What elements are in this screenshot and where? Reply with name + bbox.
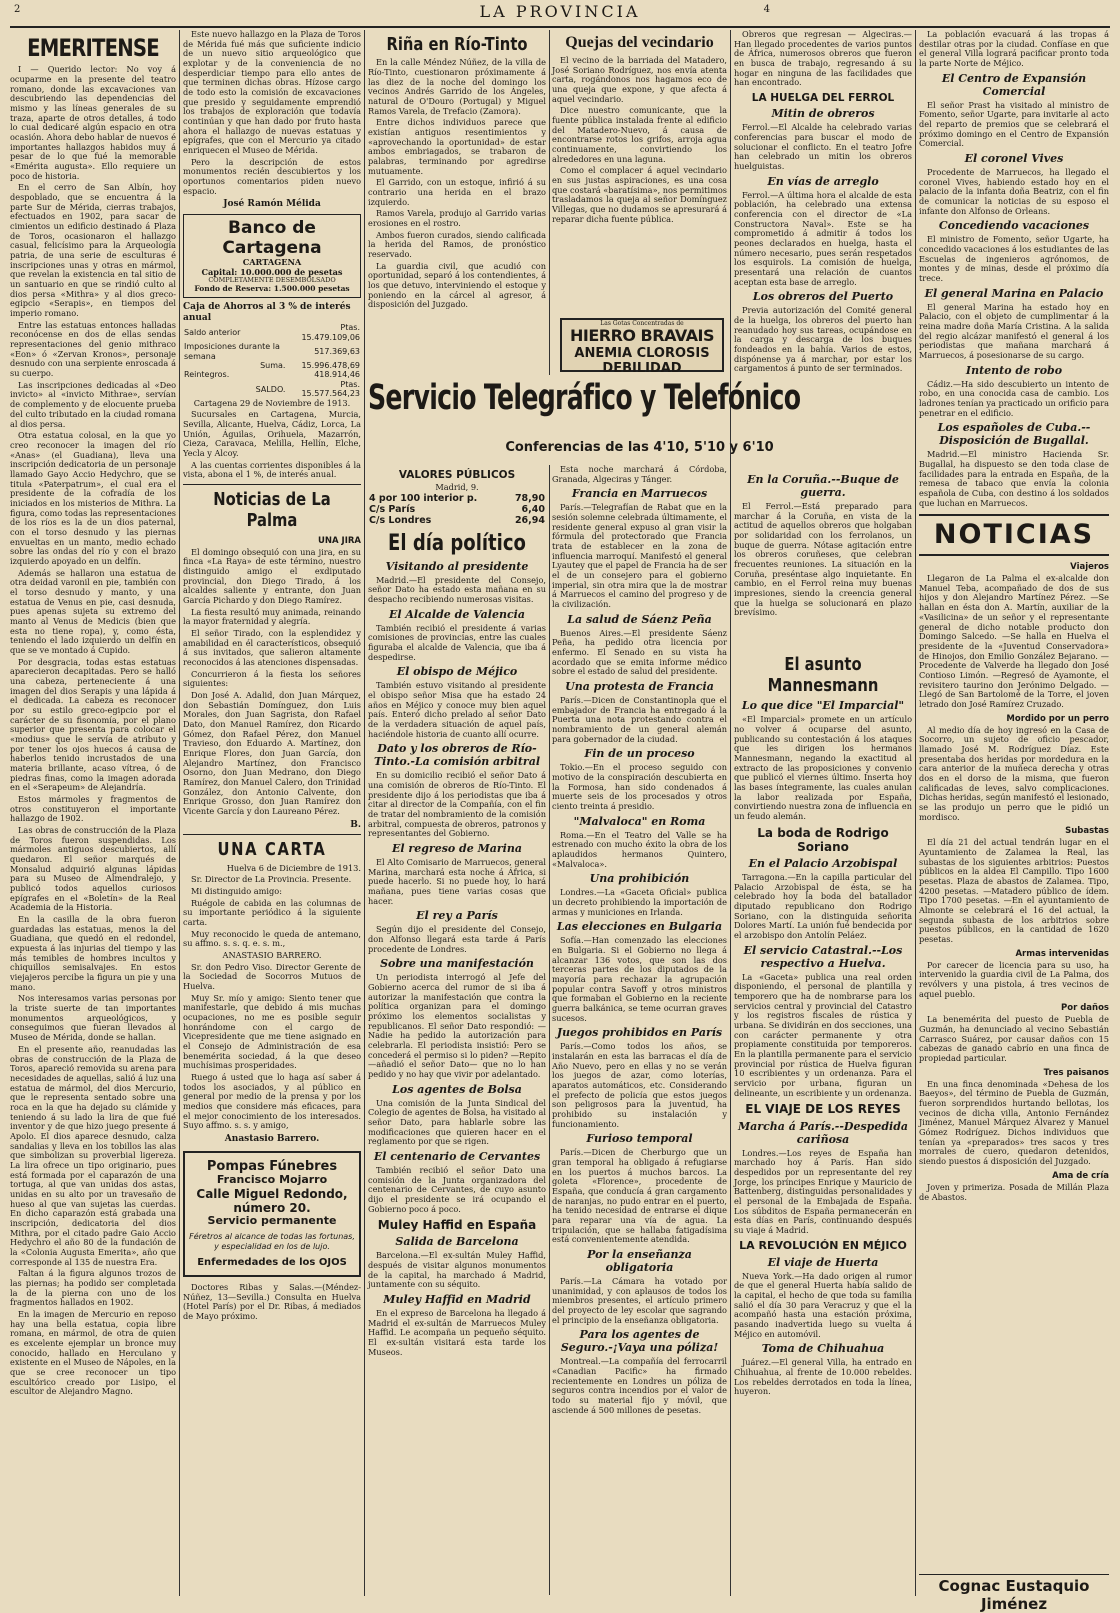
paragraph: El domingo obsequió con una jira, en su finca «La Raya» de este término, nuestro distinguido amigo el exdiputado provincial, don Diego Tirado, á los alcaldes saliente y entrante, don Juan García Pichardo y don Diego Ramírez. — [183, 546, 361, 605]
paragraph: Don José A. Adalid, don Juan Márquez, don Sebastián Domínguez, don Luis Morales, don Juan Sagrista, don Rafael Dato, don Manuel Ramírez, don Ricardo Gómez, don Rafael Pérez, don Manuel Travieso, don Eduardo A. Martínez, don Enrique Flores, don Juan García, don Alejandro Martínez, don Francisco Osorno, don Juan Medrano, don Diego Ramírez, don Manuel Calero, don Trinidad González, don Antonio Calvente, don Enrique Grosso, don Juan Ramírez don Vicente García y don Laureano Pérez. — [183, 689, 361, 817]
paragraph: En su domicilio recibió el señor Dato á una comisión de obreros de Río-Tinto. El presidente dijo á los periodistas que iba á citar al director de la Compañía, con el fin de tratar del nombramiento de la comisión arbitral, compuesta de obreros, patronos y representantes del Gobierno. — [368, 770, 546, 839]
paragraph: Al medio día de hoy ingresó en la Casa de Socorro, un sujeto de oficio pescador, llamado José M. Rodríguez Díaz. Este presentaba dos heridas por mordedura en la cara anterior de la muñeca derecha y otras dos en el dorso de la misma, que fueron calificadas de leves, salvo complicaciones. Dichas heridas, según manifestó el lesionado, se las produjo un perro que le pidió un mordisco. — [919, 724, 1109, 822]
column-six — [919, 30, 1109, 1596]
cell-value: 15.996.478,69 — [301, 360, 360, 370]
column-rule — [549, 465, 550, 1595]
subhead: "Malvaloca" en Roma — [573, 814, 706, 828]
paragraph: El Alto Comisario de Marruecos, general Marina, marchará esta noche á África, si puede hacerlo. Si no puede hoy, lo hará mañana, pues tiene varias cosas que hacer. — [368, 856, 546, 906]
paragraph: Nos interesamos varias personas por la triste suerte de tan importantes monumentos arqueológicos, y conseguimos que fueran llevados al Museo de Mérida, donde se hallan. — [10, 993, 176, 1043]
subhead: Por la enseñanza obligatoria — [587, 1248, 692, 1275]
paragraph: Obreros que regresan — Algeciras.—Han llegado procedentes de varios puntos de África, numerosos obreros que fueron en busca de trabajo, regresando á su hogar en ninguna de las facilidades que han encontrado. — [734, 29, 912, 88]
subhead: Fin de un proceso — [584, 747, 695, 761]
bank-accounts: A las cuentas corrientes disponibles á la vista, abona el 1 %, de interés anual. — [183, 459, 361, 480]
paragraph: Este nuevo hallazgo en la Plaza de Toros de Mérida fué más que suficiente indicio de un nuevo sitio arqueológico que explotar y de la conveniencia de no desperdiciar tiempo para ello antes de que terminen dichas obras. Hízose cargo de todo esto la comisión de excavaciones que presido y seguidamente emprendió los trabajos de exploración que todavía continúan y que han dado por fruto hasta ahora el hallazgo de nuevas estatuas y epígrafes, que con el Mercurio ya citado enriquecen el Museo de Mérida. — [183, 29, 361, 156]
article-title: Quejas del vecindario — [565, 34, 714, 51]
cell-value: 517.369,63 — [314, 346, 360, 356]
paragraph: Huelva 6 de Diciembre de 1913. — [226, 862, 361, 873]
paragraph: En la casilla de la obra fueron guardadas las estatuas, menos la del Guadiana, que quedó en el redondel, expuesta á las injurias del tiempo y las más temibles de hombres incultos y chiquillos semisalvajes. En estos viejajeros percibe la figura un pie y una mano. — [10, 914, 176, 992]
paragraph: También estuvo visitando al presidente el obispo señor Misa que ha estado 24 años en Méjico y conoce muy bien aquel país. Enteró dicho prelado al señor Dato de la verdadera situación de aquel país, haciéndole historia de cuanto allí ocurre. — [368, 680, 546, 739]
paragraph: I — Querido lector: No voy á ocuparme en la presente del teatro romano, donde las excavaciones van descubriendo las dependencias del mismo y las líneas generales de su traza, aparte de otros detalles, á todo lo cual dedicaré algún espacio en otra ocasión. Ahora debo hablar de nuevos é importantes hallazgos habidos muy á pesar de lo que fué la memorable «Emérita augusta». Ello requiere un poco de historia. — [10, 64, 176, 181]
paragraph: Montreal.—La compañía del ferrocarril «Canadian Pacific» ha firmado recientemente en Londres un póliza de seguros contra incendios por el valor de todo su material fijo y móvil, que asciende á 500 millones de pesetas. — [552, 1356, 727, 1415]
subhead: El Alcalde de Valencia — [389, 607, 525, 621]
subhead: Una prohibición — [589, 872, 690, 886]
column-two — [183, 30, 361, 1596]
paragraph: Ferrol.—A última hora el alcalde de esta población, ha celebrado una extensa conferencia con el director de «La Constructora Naval». Este se ha comprometido á admitir á todos los peones declarados en huelga, hasta el número necesario, pues serán respetados los esquirols. La comisión de huelga, presentará una relación de cuantos aceptan esta base de arreglo. — [734, 189, 912, 287]
paragraph: El ministro de Fomento, señor Ugarte, ha concedido vacaciones á los estudiantes de las Escuelas de ingenieros agrónomos, de montes y de minas, desde el próximo día trece. — [919, 234, 1109, 283]
paragraph: Faltan á la figura algunos trozos de las piernas; ha podido ser completada la de la pierna con uno de los fragmentos hallados en 1902. — [10, 1268, 176, 1308]
paragraph: Ferrol.—El Alcalde ha celebrado varias conferencias para buscar el modo de solucionar el conflicto. En el teatro Jofre han celebrado un mitin los obreros huelguistas. — [734, 122, 912, 172]
hierro-bravais-ad — [560, 318, 724, 377]
valores-place: Madrid, 9. — [435, 482, 479, 493]
caja-table — [183, 323, 361, 399]
paragraph: Un periodista interrogó al Jefe del Gobierno acerca del rumor de si iba á autorizar la manifestación que contra la política organizan para el domingo próximo los elementos socialistas y republicanos. El señor Dato respondió: —Nadie ha pedido la autorización para celebrarla. El periodista insistió: Pero se concederá el permiso si lo piden? —Repito —añadió el señor Dato— que no lo han pedido y no hay que vivir por adelantado. — [368, 972, 546, 1079]
cell-value: 26,94 — [514, 515, 545, 527]
paragraph: París.—La Cámara ha votado por unanimidad, y con aplausos de todos los miembros presentes, el artículo primero del proyecto de ley escolar que sagrando el principio de la enseñanza obligatoria. — [552, 1275, 727, 1325]
ad-line: Pompas Fúnebres — [206, 1158, 338, 1174]
paragraph: Por desgracia, todas estas estatuas aparecieron decapitadas. Pero se halló una cabeza, perteneciente á una imagen del dios Serapis y una lápida á el dedicada. La cabeza es reconocer por su estilo greco-egipcio por el carácter de su fisonomía, por el plano superior que presenta para colocar el «modius» que le servía de atributo y por tener los ojos huecos á causa de haberlos tenido incrustados de una materia brillante, acaso vítrea, ó de piedras finas, como la imagen adorada en el «Serapeum» de Alejandría. — [10, 656, 176, 793]
paragraph: El Garrido, con un estoque, infirió á su contrario una herida en el brazo izquierdo. — [368, 177, 546, 207]
subhead: Lo que dice "El Imparcial" — [741, 699, 905, 713]
paragraph: También recibió el presidente á varias comisiones de provincias, entre las cuales figuraba el alcalde de Valencia, que iba á despedirse. — [368, 622, 546, 662]
table-row — [183, 342, 361, 361]
paragraph: Esta noche marchará á Córdoba, Granada, Algeciras y Tánger. — [552, 464, 727, 484]
paragraph: Muy Sr. mío y amigo: Siento tener que manifestarle, que debido á mis muchas ocupaciones, no me es posible seguir honrándome con el cargo de Vicepresidente que me tiene asignado en el Consejo de Administración de esa benemérita sociedad, á la que deseo muchísimas prosperidades. — [183, 992, 361, 1071]
paragraph: Una comisión de la Junta Sindical del Colegio de agentes de Bolsa, ha visitado al señor Dato, para hablarle sobre las modificaciones que quieren hacer en el reglamento por que se rigen. — [368, 1097, 546, 1147]
paragraph: La población evacuará á las tropas á destilar otras por la ciudad. Confíase en que el general Villa logrará pacificar pronto toda la parte Norte de Méjico. — [919, 29, 1109, 69]
ad-line: Servicio permanente — [207, 1214, 337, 1228]
subhead: El viaje de Huerta — [767, 1255, 879, 1269]
telegraph-col-left — [368, 465, 546, 1595]
paragraph: Joven y primeriza. Posada de Millán Plaza de Abastos. — [919, 1181, 1109, 1202]
subhead: Francia en Marruecos — [571, 487, 708, 501]
cell-value: 418.914,46 — [314, 370, 360, 380]
paragraph: También recibió el señor Dato una comisión de la Junta organizadora del centenario de Cervantes, de cuyo asunto dijo el presidente se irá ocupando el Gobierno poco á poco. — [368, 1164, 546, 1214]
bank-capital-note: COMPLETAMENTE DESEMBOLSADO — [208, 276, 336, 285]
subhead: El obispo de Méjico — [396, 665, 518, 679]
column-rule — [364, 30, 365, 1596]
section-title: El asunto Mannesmann — [767, 654, 879, 697]
paragraph: Londres.—La «Gaceta Oficial» publica un decreto prohibiendo la importación de armas y municiones en Irlanda. — [552, 887, 727, 917]
paragraph: Concurrieron á la fiesta los señores siguientes: — [183, 668, 361, 689]
column-emeritense — [10, 30, 176, 1596]
cell-label: C/s Londres — [369, 515, 432, 527]
paragraph: Otra estatua colosal, en la que yo creo reconocer la imagen del río «Anas» (el Guadiana), lleva una inscripción dedicatoria de un personaje llamado Gayo Accio Hedychro, que se titula «Paterpatrum», el cual era el presidente de la cofradía de los iniciados en los misterios de Mithra. La figura, como todas las representaciones de los ríos es la de un dios paternal, con el torso desnudo y las piernas envueltas en un manto, medio echado sobre las ondas del río y con el brazo izquierdo apoyado en un delfín. — [10, 430, 176, 566]
subhead: Una protesta de Francia — [565, 680, 714, 694]
bank-branches: Sucursales en Cartagena, Murcia, Sevilla, Alicante, Huelva, Cádiz, Lorca, La Unión, Águilas, Orihuela, Mazarrón, Cieza, Caravaca, Melilla, Hellín, Elche, Yecla y Alcoy. — [183, 409, 361, 459]
subhead: Dato y los obreros de Río-Tinto.-La comisión arbitral — [373, 742, 541, 769]
cell-value: Ptas. 15.479.109,06 — [301, 323, 360, 342]
paragraph: Muy reconocido le queda de antemano, su affmo. s. s. q. e. s. m., — [183, 928, 361, 949]
ad-line: Calle Miguel Redondo, número 20. — [196, 1186, 348, 1216]
banner-title: Servicio Telegráfico y Telefónico — [368, 378, 801, 418]
paragraph: Madrid.—El presidente del Consejo, señor Dato ha estado esta mañana en su despacho recibiendo numerosas visitas. — [368, 574, 546, 604]
paragraph: En el cerro de San Albín, hoy despoblado, que se encuentra á la parte Sur de Mérida, cierras trabajos, efectuados en 1902, para sacar de cimientos un edificio destinado á Plaza de Toros, ocasionaron el hallazgo casual, felicísimo para la Arqueología patria, de una serie de esculturas é inscripciones unas y otras en mármol, que revelan la existencia en tal sitio de un santuario en que se rindió culto al dios persa «Mithra» y al dios greco-egipcio «Serapis», en tiempos del imperio romano. — [10, 182, 176, 319]
subhead: Toma de Chihuahua — [761, 1342, 885, 1356]
subhead: LA REVOLUCIÓN EN MÉJICO — [739, 1238, 907, 1252]
paragraph: Barcelona.—El ex-sultán Muley Haffid, después de visitar algunos monumentos de la capital, ha marchado á Madrid, juntamente con su séquito. — [368, 1250, 546, 1290]
paragraph: La benemérita del puesto de Puebla de Guzmán, ha denunciado al vecino Sebastián Carrasco Suárez, por causar daños con 15 cabezas de ganado cabrío en una finca de propiedad particular. — [919, 1014, 1109, 1064]
subhead: El general Marina en Palacio — [924, 286, 1104, 300]
bank-city: CARTAGENA — [242, 257, 302, 268]
bank-date: Cartagena 29 de Noviembre de 1913. — [193, 397, 351, 408]
paragraph: Por carecer de licencia para su uso, ha intervenido la guardia civil de La Palma, dos revólvers y una pistola, á tres vecinos de aquel pueblo. — [919, 959, 1109, 999]
column-three-top — [368, 30, 546, 375]
paragraph: Las obras de construcción de la Plaza de Toros fueron suspendidas. Los mármoles antiguos descubiertos, allí quedaron. El señor marqués de Monsalud adquirió algunas lápidas para su Museo de Almendralejo, y publicó todos aquellos curiosos epígrafes en el «Boletín» de la Real Academia de la Historia. — [10, 825, 176, 913]
paragraph: El general Marina ha estado hoy en Palacio, con el objeto de cumplimentar á la reina madre doña María Cristina. A la salida del regio alcázar manifestó el general á los periodistas que mañana marchará á Marruecos, á posesionarse de su cargo. — [919, 301, 1109, 360]
column-rule — [179, 30, 180, 1596]
article-body — [10, 65, 176, 1397]
subhead: Concediendo vacaciones — [938, 219, 1090, 233]
paragraph: Mi distinguido amigo: — [191, 885, 282, 896]
paragraph: En el presente año, reanudadas las obras de construcción de la Plaza de Toros, apareció removida su arena para necesidades de aquellas, salió á luz una estatua de mármol, del dios Mercurio, que le representa sentado sobre una roca en la que ha dejado su clámide y teniendo á su lado la lira de que fué inventor y de que hizo juego presente á Apolo. El dios aparece desnudo, calza sandalias y lleva en los tobillos las alas que simbolizan su proverbial ligereza. La lira ofrece un tipo originario, pues está formada por el caparazón de una tortuga, al que van unidas dos astas, unidas en su alto por un travesaño de hueso al que van sujetas las cuerdas. En dicho caparazón está grabada una inscripción, dedicatoria del dios Mithra, por el citado padre Gaio Accio Hedychro el año 80 de la fundación de la «Colonia Augusta Emerita», año que corresponde al 135 de nuestra Era. — [10, 1043, 176, 1267]
article-signature: B. — [350, 819, 361, 830]
ad-line: ANEMIA CLOROSIS DEBILIDAD — [574, 345, 710, 377]
table-row — [368, 504, 546, 515]
paragraph: Londres.—Los reyes de España han marchado hoy á París. Han sido despedidos por un representante del rey Jorge, los príncipes Enrique y Mauricio de Battenberg, distinguidas personalidades y el personal de la Embajada de España. Los súbditos de España permanecerán en esta días en París, continuando después su viaje á Madrid. — [734, 1147, 912, 1235]
column-rule — [549, 30, 550, 375]
paragraph: Dice nuestro comunicante, que la fuente pública instalada frente al edificio del Matadero-Nuevo, á causa de encontrarse rotos los grifos, arroja agua continuamente, convirtiendo los alrededores en una laguna. — [552, 105, 727, 164]
column-four-top — [552, 30, 727, 315]
paragraph: Juárez.—El general Villa, ha entrado en Chihuahua, al frente de 10.000 rebeldes. Los rebeldes derrotados en toda la línea, huyeron. — [734, 1357, 912, 1397]
paragraph: Además se hallaron una estatua de otra deidad varonil en pie, también con el torso desnudo y manto, y una estatua de Venus en pie, casi desnuda, pues apenas sujeta su extremo del manto al Venus de Medicis (bien que esta no tiene ropa), y, como ésta, teniendo el lado izquierdo un delfín en que se ve montado á Cupido. — [10, 567, 176, 655]
table-row — [368, 493, 546, 504]
subhead: Los españoles de Cuba.--Disposición de Bugallal. — [937, 421, 1091, 448]
paragraph: Ambos fueron curados, siendo calificada la herida del Ramos, de pronóstico reservado. — [368, 229, 546, 259]
cognac-ad: Cognac Eustaquio Jiménez — [919, 1574, 1109, 1613]
paragraph: El señor Tirado, con la esplendidez y amabilidad en él característicos, obsequió á sus invitados, que salieron altamente reconocidos á las atenciones dispensadas. — [183, 627, 361, 667]
paragraph: El día 21 del actual tendrán lugar en el Ayuntamiento de Zalamea la Real, las subastas de los siguientes arbitrios: Puestos públicos en la aldea El Campillo. Tipo 1600 pesetas. Plaza de abastos de Zalamea. Tipo, 4200 pesetas. —Matadero público de ídem. Tipo 1700 pesetas. —En el ayuntamiento de Almonte se celebrará el 16 del actual, la segunda subasta de los arbitrios sobre puestos públicos, en la cantidad de 1620 pesetas. — [919, 837, 1109, 945]
article-title: EMERITENSE — [27, 34, 159, 62]
paragraph: En una finca denominada «Dehesa de los Baeyos», del término de Puebla de Guzmán, fueron sorprendidos hurtando bellotas, los vecinos de dicha villa, Antonio Fernández Jiménez, Manuel Márquez Álvarez y Manuel Gómez Rodríguez. Dichos individuos que tenían ya «preparados» tres sacos y tres morrales de cuero, quedaron detenidos, siendo puestos á disposición del Juzgado. — [919, 1078, 1109, 1167]
paragraph: Entre las estatuas entonces halladas reconócense en dos de ellas sendas representaciones del genio mithraco «Eon» ó «Zervan Kronos», personaje desnudo con una serpiente enroscada á su cuerpo. — [10, 319, 176, 379]
subhead: Mitin de obreros — [771, 107, 875, 121]
paragraph: Entre dichos individuos parece que existían antiguos resentimientos y «aprovechando la oportunidad» de estar ambos embriagados, se trabaron de palabras, terminando por agredirse mutuamente. — [368, 117, 546, 176]
column-five-mid — [734, 470, 912, 650]
subhead: La salud de Sáenz Peña — [567, 612, 712, 626]
paragraph: En la calle Méndez Núñez, de la villa de Río-Tinto, cuestionaron próximamente á las diez de la noche del domingo los vecinos Andrés Garrido de los Ángeles, natural de O'Douro (Portugal) y Miguel Ramos Varela, de Trefacio (Zamora). — [368, 57, 546, 116]
paragraph: Estos mármoles y fragmentos de otros constituyeron el importante hallazgo de 1902. — [10, 794, 176, 824]
paragraph: Tokio.—En el proceso seguido con motivo de la conspiración descubierta en la Formosa, han sido condenados á muerte seis de los procesados y otros ciento treinta á presidio. — [552, 762, 727, 812]
subhead: El coronel Vives — [964, 151, 1064, 165]
noticias-title: NOTICIAS — [919, 514, 1109, 556]
bank-title: Banco de Cartagena — [222, 218, 322, 259]
caja-title: Caja de Ahorros al 3 % de interés anual — [183, 301, 351, 323]
paragraph: El vecino de la barriada del Matadero, José Soriano Rodríguez, nos envía atenta carta, rogándonos nos hagamos eco de una queja que expone, y que afecta á aquel vecindario. — [552, 54, 727, 104]
paragraph: «El Imparcial» promete en un artículo no volver á ocuparse del asunto, publicando su contestación á los ataques que les dirigen los hermanos Mannesmann, negando la exactitud al extracto de las proposiciones y convenio que publicó el viernes último. Inserta hoy las bases íntegramente, las cuales anulan la labor realizada por España, convirtiendo nuestra zona de influencia en un feudo alemán. — [734, 714, 912, 822]
cell-value: Ptas. 15.577.564,23 — [301, 379, 360, 399]
ad-line: Francisco Mojarro — [216, 1172, 328, 1186]
subhead: En el Palacio Arzobispal — [748, 857, 898, 871]
section-subtitle: UNA JIRA — [317, 535, 361, 546]
column-five-top — [734, 30, 912, 375]
ad-line: Las Gotas Concentradas de — [600, 320, 684, 327]
paragraph: Llegaron de La Palma el ex-alcalde don Manuel Teba, acompañado de dos de sus hijos y don Alejandro Martínez Pérez. —Se hallan en ésta don A. Martín, auxiliar de la «Vasilicina» de un señor y el representante general de dicho notable producto don Domingo Salcedo. —Se halla en Huelva el presidente de la «Juventud Conservadora» de Hinojos, don Emilio González Bejarano. —Procedente de Valverde ha llegado don José Contioso Limón. —Regresó de Ayamonte, el revisitero taurino don Jerónimo Delgado. —Llegó de San Bartolomé de la Torre, el joven letrado don José Ramírez Cruzado. — [919, 573, 1109, 709]
subhead: Los agentes de Bolsa — [392, 1082, 522, 1096]
paragraph: Procedente de Marruecos, ha llegado el coronel Vives, habiendo estado hoy en el palacio de la infanta doña Beatriz, con el fin de comunicar la noticias de su esposo el infante don Alfonso de Orleans. — [919, 166, 1109, 216]
paragraph: Las inscripciones dedicadas al «Deo invicto» al «invicto Mithrae», servían de complemento y de elocuente prueba del culto tributado en la ciudad romana al dios persa. — [10, 379, 176, 429]
paragraph: Pero la descripción de estos monumentos recién descubiertos y los oportunos comentarios piden nuevo espacio. — [183, 156, 361, 196]
subhead: La boda de Rodrigo Soriano — [757, 825, 889, 854]
cell-value: 6,40 — [521, 504, 545, 516]
section-title: Noticias de La Palma — [213, 489, 331, 532]
paragraph: ANASTASIO BARRERO. — [222, 949, 322, 960]
paragraph: En el expreso de Barcelona ha llegado á Madrid el ex-sultán de Marruecos Muley Haffid. Le acompaña un pequeño séquito. El ex-sultán visitará esta tarde los Museos. — [368, 1308, 546, 1357]
paragraph: Doctores Ribas y Salas.—(Méndez-Núñez, 13—Sevilla.) Consulta en Huelva (Hotel París) por el Dr. Ribas, á mediados de Mayo próximo. — [183, 1281, 361, 1321]
subhead: Tres paisanos — [1043, 1067, 1109, 1078]
subhead: Marcha á París.--Despedida cariñosa — [737, 1119, 909, 1146]
table-row — [183, 370, 361, 379]
subhead: Armas intervenidas — [1015, 948, 1109, 959]
paragraph: París.—Dicen de Constantinopla que el embajador de Francia ha entregado á la Puerta una nota protestando contra el nombramiento de un general alemán para gobernador de la ciudad. — [552, 695, 727, 744]
subhead: Por daños — [1061, 1003, 1109, 1014]
column-five-lower — [734, 650, 912, 1595]
ad-line: Enfermedades de los OJOS — [197, 1257, 347, 1269]
subhead: Ama de cría — [1052, 1170, 1109, 1181]
section-title: El día político — [388, 530, 526, 556]
table-row — [183, 380, 361, 399]
subhead: EL VIAJE DE LOS REYES — [745, 1102, 901, 1117]
bank-ad — [183, 214, 361, 298]
article-title: Riña en Río-Tinto — [386, 34, 528, 55]
subhead: Muley Haffid en España — [377, 1218, 537, 1233]
paragraph: Ruégole de cabida en las columnas de su importante periódico á la siguiente carta. — [183, 897, 361, 927]
paragraph: Roma.—En el Teatro del Valle se ha estrenado con mucho éxito la obra de los aplaudidos hermanos Quintero, «Malvaloca». — [552, 829, 727, 869]
subhead: Para los agentes de Seguro.-¡Vaya una póliza! — [560, 1328, 719, 1355]
subhead: El Centro de Expansión Comercial — [941, 71, 1087, 98]
paragraph: La guardia civil, que acudió con oportunidad, separó á los contendientes, á los que detuvo, interviniendo el estoque y poniendo en la cárcel al agresor, á disposición del Juzgado. — [368, 260, 546, 310]
subhead: Muley Haffid en Madrid — [383, 1293, 531, 1307]
valores-title: VALORES PÚBLICOS — [398, 469, 516, 481]
page-number: 2 — [14, 4, 21, 15]
cell-label: Imposiciones durante la semana — [184, 342, 280, 361]
masthead-title: LA PROVINCIA — [479, 2, 641, 21]
subhead: Viajeros — [1070, 562, 1109, 573]
paragraph: Sr. Director de La Provincia. Presente. — [191, 874, 352, 885]
cell-label: Suma. — [260, 360, 286, 370]
subhead: El servicio Catastral.--Los respectivo a Huelva. — [743, 943, 903, 970]
banner-subtitle: Conferencias de las 4'10, 5'10 y 6'10 — [505, 440, 774, 455]
subhead: LA HUELGA DEL FERROL — [751, 92, 895, 105]
subhead: El centenario de Cervantes — [373, 1149, 541, 1163]
paragraph: Según dijo el presidente del Consejo, don Alfonso llegará esta tarde á París procedente de Londres. — [368, 924, 546, 954]
cell-label: C/s París — [369, 504, 416, 516]
paragraph: Madrid.—El ministro Hacienda Sr. Bugallal, ha dispuesto se den toda clase de facilidades para la entrada en España, de la remesa de tabaco que envía la colonia española de Cuba, con destino á los soldados que luchan en Marruecos. — [919, 449, 1109, 508]
paragraph: Ramos Varela, produjo al Garrido varias erosiones en el rostro. — [368, 208, 546, 228]
paragraph: Cádiz.—Ha sido descubierto un intento de robo, en una conocida casa de cambio. Los ladrones tenían ya practicado un orificio para penetrar en el edificio. — [919, 378, 1109, 418]
paragraph: Como el complacer á aquel vecindario en sus justas aspiraciones, es una cosa que costará «baratísima», nos permitimos trasladamos la queja al señor Domínguez Villegas, que no dudamos se apresurará á reparar dicha fuente pública. — [552, 165, 727, 224]
subhead: Visitando al presidente — [385, 559, 529, 573]
paragraph: En la imagen de Mercurio en reposo hay una bella estatua, copia libre romana, en mármol, de otra de quien es excelente ejemplar un bronce muy conocido, hallado en Herculano y existente en el Museo de Nápoles, en la que se cree reconocer un tipo escultórico creado por Lisipo, el escultor de Alejandro Magno. — [10, 1308, 176, 1397]
table-row — [368, 515, 546, 526]
paragraph: París.—Telegrafían de Rabat que en la sesión solemne celebrada últimamente, el residente general expuso al gran visir la fórmula del protectorado que Francia trata de establecer en la zona de influencia marroquí. Manifestó el general Lyautey que el papel de Francia ha de ser el de un consejero para el gobierno imperial, sin otra mira que la de mostrar á Marruecos el camino del progreso y de la civilización. — [552, 502, 727, 610]
paragraph: París.—Dicen de Cherburgo que un gran temporal ha obligado á refugiarse en los puertos á muchos barcos. La goleta «Florence», procedente de España, que conducía á gran cargamento de naranjas, no pudo entrar en el puerto, ha tenido necesidad de entrarse el dique para reparar una vía de agua. La tripulación, que se hallaba fatigadísima está convenientemente atendida. — [552, 1147, 727, 1245]
paragraph: La «Gaceta» publica una real orden disponiendo, el personal de plantilla y temporero que ha de nombrarse para los servicios central y provincial del Catastro y los registros fiscales de rústica y urbana. Se dividirán en dos secciones, una con carácter permanente y otra propiamente constituida por temporeros. En la plantilla permanente para el servicio provincial por rústica de Huelva figuran 10 escribientes y un ordenanza. Para el servicio por urbana, figuran un delineante, un escribiente y un ordenanza. — [734, 971, 912, 1098]
paragraph: Buenos Aires.—El presidente Sáenz Peña, ha pedido otra licencia por enfermo. El Senado en su vista ha acordado que se emita informe médico sobre el estado de salud del presidente. — [552, 627, 727, 677]
cell-label: Saldo anterior — [184, 327, 241, 337]
subhead: Sobre una manifestación — [380, 957, 534, 971]
telegraph-col-right — [552, 465, 727, 1595]
paragraph: Nueva York.—Ha dado origen al rumor de que el general Huerta había salido de la capital, el hecho de que toda su familia salió el día 30 para Veracruz y que el la acompañó hasta una estación próxima, pasando inadvertida luego su vuelta á Méjico en automóvil. — [734, 1270, 912, 1339]
cell-label: 4 por 100 interior p. — [369, 493, 478, 505]
bank-capital: Capital: 10.000.000 de pesetas — [201, 266, 343, 277]
ad-line: HIERRO BRAVAIS — [569, 326, 715, 346]
subhead: El rey a París — [416, 909, 498, 923]
subhead: En vías de arreglo — [767, 174, 879, 188]
cell-value: 78,90 — [514, 493, 545, 505]
valores-table — [368, 493, 546, 527]
paragraph: El Ferrol.—Está preparado para marchar á la Coruña, en vista de la actitud de aquellos obreros que holgaban por solidaridad con los ferrolanos, un buque de guerra. Nótase agitación entre los obreros coruñeses, que celebran frecuentes reuniones. La situación en la Coruña, preséntase algo inquietante. En cambio, en el Ferrol reina muy buenas impresiones, siendo la creencia general que la huelga se solucionará en plazo brevísimo. — [734, 500, 912, 618]
column-rule — [730, 30, 731, 1596]
section-title: UNA CARTA — [217, 839, 327, 861]
paragraph: París.—Como todos los años, se instalarán en esta las barracas el día de Año Nuevo, pero en ellas y no se verán los juegos de azar, como loterías, aparatos automáticos, etc. Considerando el prefecto de policía que estos juegos son peligrosos para la juventud, ha prohibido su instalación y funcionamiento. — [552, 1041, 727, 1129]
table-row — [183, 323, 361, 342]
telegraph-banner — [368, 378, 911, 440]
subhead: Juegos prohibidos en París — [556, 1026, 723, 1040]
bank-reserve: Fondo de Reserva: 1.500.000 pesetas — [194, 284, 350, 294]
paragraph: Ruego á usted que lo haga así saber á todos los asociados, y al público en general por medio de la prensa y por los medios que considere más eficaces, para el mejor conocimiento de los interesados. Suyo affmo. s. s. y amigo, — [183, 1071, 361, 1131]
subhead: El regreso de Marina — [392, 841, 522, 855]
subhead: Salida de Barcelona — [395, 1235, 519, 1249]
cell-label: Reintegros. — [184, 370, 230, 380]
subhead: Las elecciones en Bulgaria — [556, 920, 723, 934]
subhead: En la Coruña.--Buque de guerra. — [747, 473, 899, 499]
paragraph: Previa autorización del Comité general de la huelga, los obreros del puerto han reanudado hoy sus tareas, ocupándose en la carga y descarga de los buques fondeados en la bahía. Varios de estos, dispónense ya á marchar, por estar los cargamentos á punto de ser terminados. — [734, 305, 912, 374]
subhead: Furioso temporal — [586, 1132, 693, 1146]
article-signature: José Ramón Mélida — [223, 199, 321, 210]
paragraph: La fiesta resultó muy animada, reinando la mayor fraternidad y alegría. — [183, 606, 361, 627]
paragraph: El señor Prast ha visitado al ministro de Fomento, señor Ugarte, para invitarle al acto del reparto de premios que se celebrará el próximo domingo en el Centro de Expansión Comercial. — [919, 99, 1109, 149]
paragraph: Tarragona.—En la capilla particular del Palacio Arzobispal de ésta, se ha celebrado hoy la boda del batallador diputado republicano don Rodrigo Soriano, con la distinguida señorita Dolores Martí. La unión fué bendecida por el arzobispo don Antolín Peláez. — [734, 872, 912, 941]
funeral-ad — [183, 1151, 361, 1277]
paragraph: Sr. don Pedro Viso. Director Gerente de la Sociedad de Socorros Mutuos de Huelva. — [183, 961, 361, 991]
subhead: Subastas — [1065, 826, 1109, 837]
subhead: Mordido por un perro — [1006, 713, 1109, 724]
cell-label: SALDO. — [255, 384, 286, 394]
subhead: Intento de robo — [965, 363, 1063, 377]
issue-number: 4 — [763, 4, 770, 15]
paragraph: Sofía.—Han comenzado las elecciones en Bulgaria. Si el Gobierno no llega á alcanzar 136 votos, que son las dos terceras partes de los diputados de la mayoría para rechazar la agrupación popular contra Savoff y otros ministros que formaban el Gobierno en la reciente guerra balkánica, se teme ocurran graves sucesos. — [552, 935, 727, 1023]
running-header — [10, 0, 1110, 28]
ad-line: Féretros al alcance de todas las fortunas, y especialidad en los de lujo. — [189, 1232, 355, 1251]
article-signature: Anastasio Barrero. — [224, 1134, 320, 1144]
column-rule — [915, 30, 916, 1596]
table-row — [183, 361, 361, 370]
subhead: Los obreros del Puerto — [752, 290, 894, 304]
